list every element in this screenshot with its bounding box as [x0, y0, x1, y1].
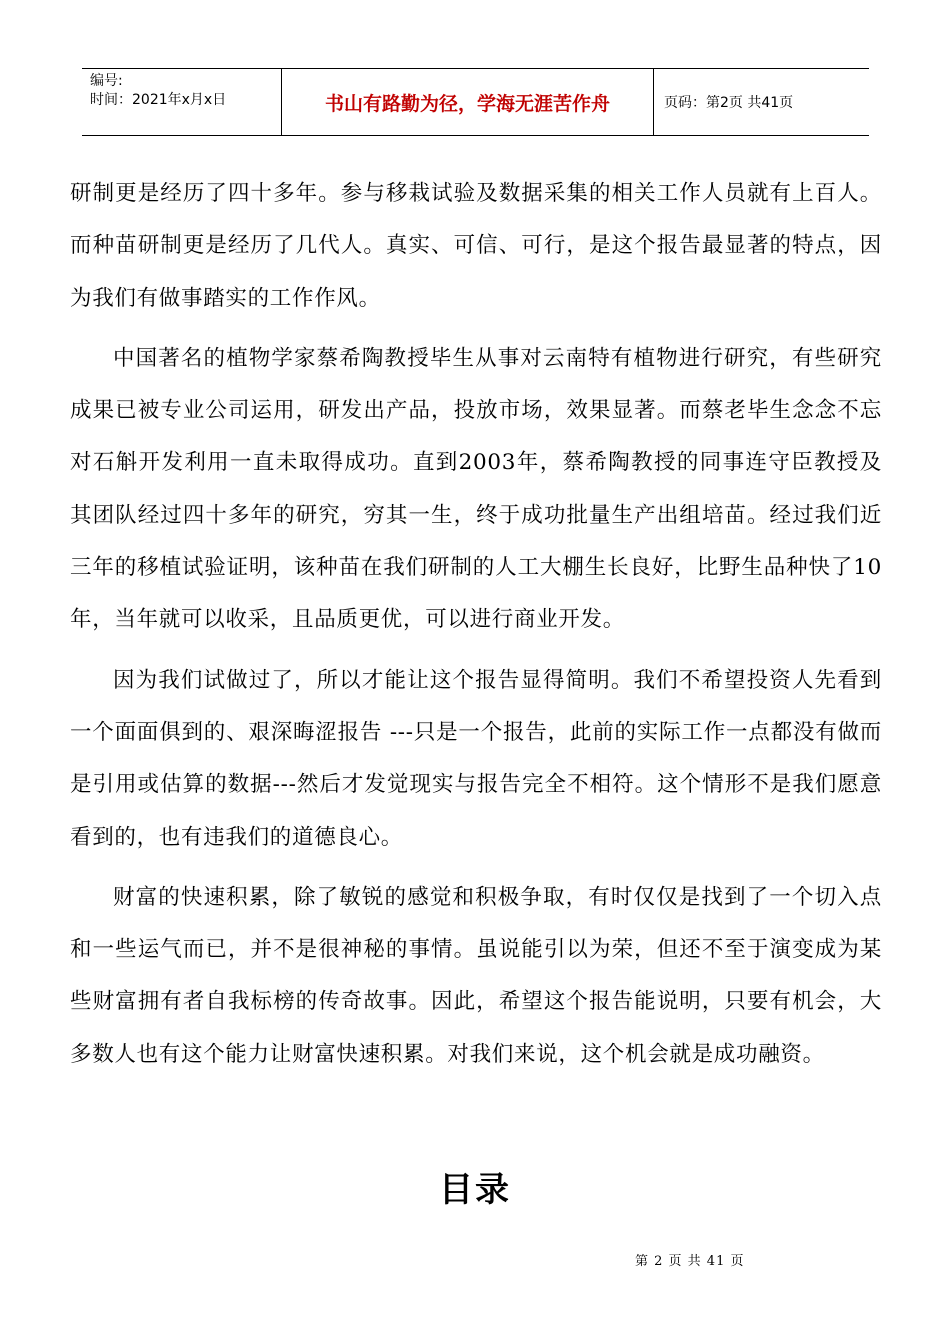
toc-title: 目录: [439, 1170, 511, 1210]
header-page-info: 页码：第2页 共41页: [664, 95, 794, 111]
paragraph-1: 研制更是经历了四十多年。参与移栽试验及数据采集的相关工作人员就有上百人。而种苗研制更是经历了几代人。真实、可信、可行，是这个报告最显著的特点，因为我们有做事踏实的工作作风。: [70, 181, 882, 311]
paragraph-3: 因为我们试做过了，所以才能让这个报告显得简明。我们不希望投资人先看到一个面面俱到的、艰深晦涩报告 ---只是一个报告，此前的实际工作一点都没有做而是引用或估算的数据---然后才发觉现实与报告完全不相符。这个情形不是我们愿意看到的，也有违我们的道德良心。: [70, 667, 882, 850]
page-header: [82, 68, 869, 136]
header-meta: [82, 69, 282, 135]
header-motto: 书山有路勤为径，学海无涯苦作舟: [282, 69, 654, 135]
paragraph-2: 中国著名的植物学家蔡希陶教授毕生从事对云南特有植物进行研究，有些研究成果已被专业公司运用，研发出产品，投放市场，效果显著。而蔡老毕生念念不忘对石斛开发利用一直未取得成功。直到2003年，蔡希陶教授的同事连守臣教授及其团队经过四十多年的研究，穷其一生，终于成功批量生产出组培苗。经过我们近三年的移植试验证明，该种苗在我们研制的人工大棚生长良好，比野生品种快了10年，当年就可以收采，且品质更优，可以进行商业开发。: [70, 345, 882, 633]
page-footer: 第 2 页 共 41 页: [635, 1254, 745, 1269]
serial-label: 编号:: [90, 73, 123, 89]
time-label: 时间：2021年x月x日: [90, 92, 227, 108]
paragraph-4: 财富的快速积累，除了敏锐的感觉和积极争取，有时仅仅是找到了一个切入点和一些运气而已，并不是很神秘的事情。虽说能引以为荣，但还不至于演变成为某些财富拥有者自我标榜的传奇故事。因此，希望这个报告能说明，只要有机会，大多数人也有这个能力让财富快速积累。对我们来说，这个机会就是成功融资。: [70, 884, 882, 1067]
document-body: [70, 168, 882, 1089]
